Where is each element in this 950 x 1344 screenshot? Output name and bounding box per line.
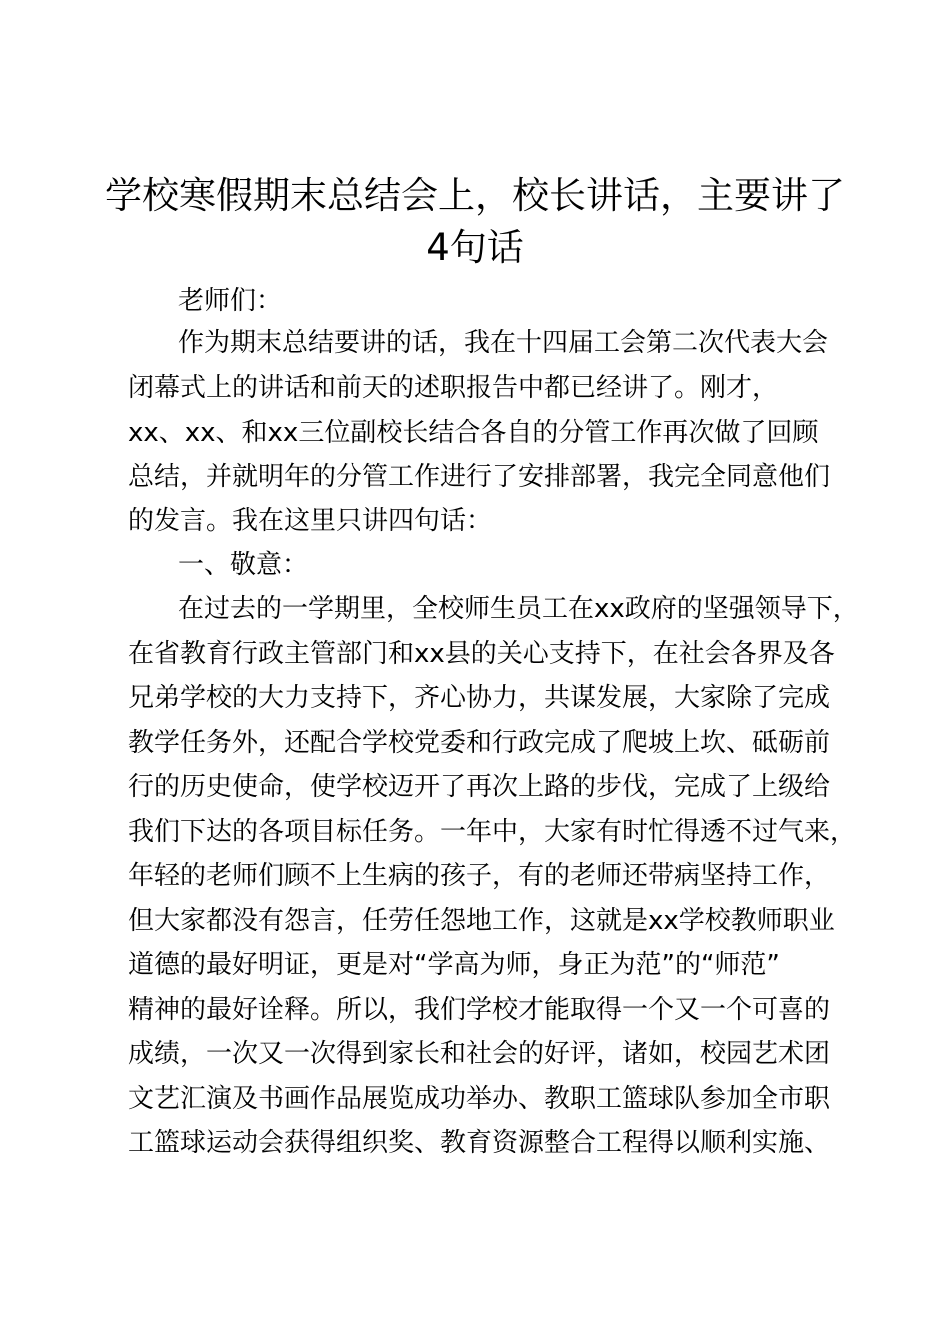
- body-line: 总结，并就明年的分管工作进行了安排部署，我完全同意他们: [128, 462, 831, 492]
- document-title-line-2: 4句话: [426, 226, 524, 269]
- body-line: 的发言。我在这里只讲四句话：: [128, 506, 493, 536]
- body-line: 闭幕式上的讲话和前天的述职报告中都已经讲了。刚才，: [128, 373, 779, 403]
- body-line: 在过去的一学期里，全校师生员工在xx政府的坚强领导下，: [178, 594, 859, 624]
- body-line: 我们下达的各项目标任务。一年中，大家有时忙得透不过气来，: [128, 817, 857, 847]
- body-line: 但大家都没有怨言，任劳任怨地工作，这就是xx学校教师职业: [128, 906, 835, 936]
- body-line: 教学任务外，还配合学校党委和行政完成了爬坡上坎、砥砺前: [128, 728, 831, 758]
- body-line: 成绩，一次又一次得到家长和社会的好评，诸如，校园艺术团: [128, 1039, 831, 1069]
- section-heading: 一、敬意：: [178, 550, 309, 580]
- body-line: 工篮球运动会获得组织奖、教育资源整合工程得以顺利实施、: [128, 1128, 831, 1158]
- body-line: 行的历史使命，使学校迈开了再次上路的步伐，完成了上级给: [128, 772, 831, 802]
- document-title-line-1: 学校寒假期末总结会上，校长讲话，主要讲了: [105, 174, 845, 217]
- body-line: 精神的最好诠释。所以，我们学校才能取得一个又一个可喜的: [128, 995, 831, 1025]
- body-line: 兄弟学校的大力支持下，齐心协力，共谋发展，大家除了完成: [128, 683, 831, 713]
- body-line: 道德的最好明证，更是对“学高为师，身正为范”的“师范”: [128, 950, 780, 980]
- body-line: 作为期末总结要讲的话，我在十四届工会第二次代表大会: [178, 328, 829, 358]
- body-line: 在省教育行政主管部门和xx县的关心支持下，在社会各界及各: [128, 639, 835, 669]
- body-line: 年轻的老师们顾不上生病的孩子，有的老师还带病坚持工作，: [128, 861, 831, 891]
- salutation: 老师们：: [178, 286, 283, 316]
- body-line: xx、xx、和xx三位副校长结合各自的分管工作再次做了回顾: [128, 418, 819, 448]
- body-line: 文艺汇演及书画作品展览成功举办、教职工篮球队参加全市职: [128, 1084, 831, 1114]
